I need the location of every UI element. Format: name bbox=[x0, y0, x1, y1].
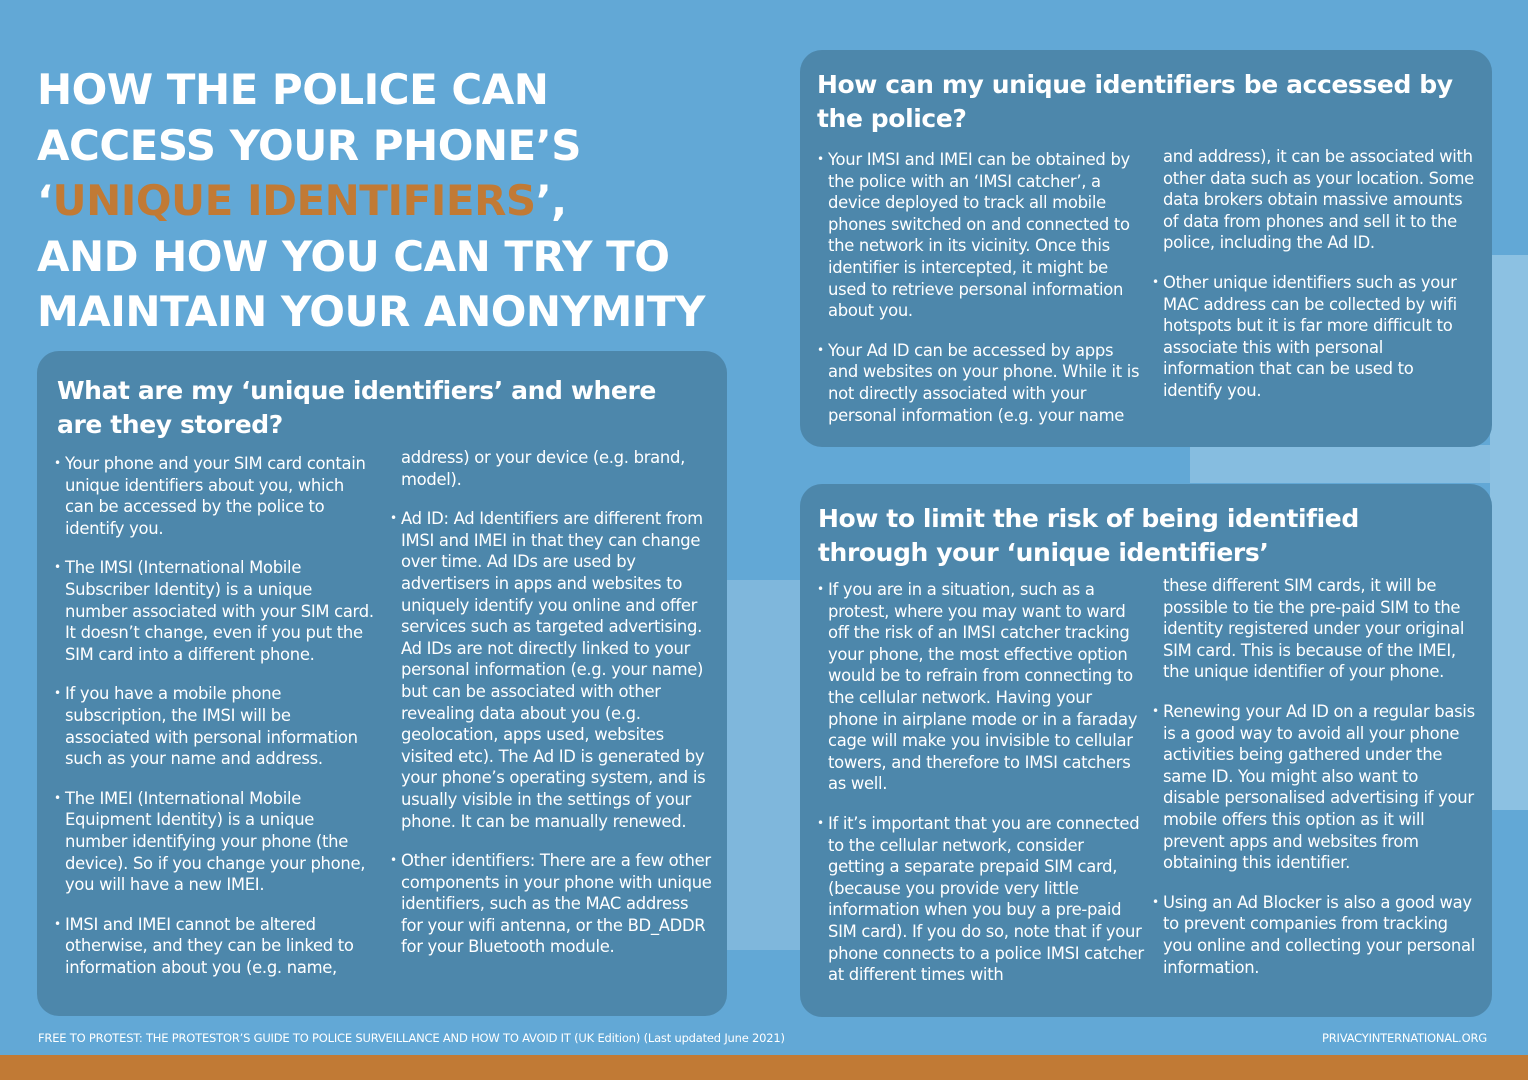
text-column bbox=[54, 453, 376, 978]
continued-text: address) or your device (e.g. brand, model). bbox=[401, 448, 685, 489]
bullet-item: • Renewing your Ad ID on a regular basis is a good way to avoid all your phone activities being gathered under the same ID. You might also want to disable personalised advertising if your mobile offers this option as it will prevent apps and websites from obtaining this identifier. bbox=[1152, 701, 1477, 874]
bullet-item: • IMSI and IMEI cannot be altered otherwise, and they can be linked to information about you (e.g. name, bbox=[54, 914, 376, 979]
page-title bbox=[37, 62, 737, 340]
title-line: MAINTAIN YOUR ANONYMITY bbox=[37, 287, 705, 336]
bullet-item: • The IMEI (International Mobile Equipment Identity) is a unique number identifying your phone (the device). So if you change your phone, you will have a new IMEI. bbox=[54, 788, 376, 896]
text-column bbox=[817, 149, 1144, 426]
continued-text: these different SIM cards, it will be possible to tie the pre-paid SIM to the identity registered under your original SIM card. This is because of the IMEI, the unique identifier of your phone. bbox=[1163, 576, 1465, 682]
text-column bbox=[817, 579, 1144, 986]
bullet-item: • Other unique identifiers such as your MAC address can be collected by wifi hotspots but it is far more difficult to associate this with personal information that can be used to identify you. bbox=[1152, 272, 1477, 402]
text-column bbox=[390, 447, 714, 958]
title-line: ACCESS YOUR PHONE’S bbox=[37, 120, 581, 170]
bullet-item: • Your phone and your SIM card contain unique identifiers about you, which can be accessed by the police to identify you. bbox=[54, 453, 376, 539]
bullet-item: • Your IMSI and IMEI can be obtained by the police with an ‘IMSI catcher’, a device deployed to track all mobile phones switched on and connected to the network in its vicinity. Once this identifier is intercepted, it might be used to retrieve personal information about you. bbox=[817, 149, 1144, 322]
bullet-item: • Your Ad ID can be accessed by apps and websites on your phone. While it is not directly associated with your personal information (e.g. your name bbox=[817, 340, 1144, 426]
title-line bbox=[37, 173, 737, 229]
panel-heading: How can my unique identifiers be accessed by the police? bbox=[817, 70, 1453, 133]
bullet-item: • If you have a mobile phone subscription, the IMSI will be associated with personal information such as your name and address. bbox=[54, 683, 376, 769]
panel-heading: What are my ‘unique identifiers’ and where are they stored? bbox=[57, 376, 656, 439]
decorative-block bbox=[725, 580, 805, 950]
footer-citation: FREE TO PROTEST: THE PROTESTOR’S GUIDE TO POLICE SURVEILLANCE AND HOW TO AVOID IT (UK Edition) (Last updated June 2021) bbox=[38, 1031, 785, 1045]
title-line: AND HOW YOU CAN TRY TO bbox=[37, 231, 670, 281]
bullet-item: • Other identifiers: There are a few other components in your phone with unique identifiers, such as the MAC address for your wifi antenna, or the BD_ADDR for your Bluetooth module. bbox=[390, 850, 714, 958]
decorative-block bbox=[1190, 445, 1528, 483]
bullet-item: • Ad ID: Ad Identifiers are different from IMSI and IMEI in that they can change over time. Ad IDs are used by advertisers in apps and websites to uniquely identify you online and offer services such as targeted advertising. Ad IDs are not directly linked to your personal information (e.g. your name) but can be associated with other revealing data about you (e.g. geolocation, apps used, websites visited etc). The Ad ID is generated by your phone’s operating system, and is usually visible in the settings of your phone. It can be manually renewed. bbox=[390, 508, 714, 832]
title-quote-open: ‘ bbox=[37, 176, 53, 225]
title-quote-close: ’, bbox=[535, 176, 567, 225]
text-column bbox=[1152, 575, 1477, 978]
panel-limit-risk bbox=[800, 484, 1492, 1017]
bullet-item: • If it’s important that you are connected to the cellular network, consider getting a separate prepaid SIM card, (because you provide very little information when you buy a pre-paid SIM card). If you do so, note that if your phone connects to a police IMSI catcher at different times with bbox=[817, 813, 1144, 986]
title-line: HOW THE POLICE CAN bbox=[37, 65, 549, 114]
footer-website-link[interactable]: PRIVACYINTERNATIONAL.ORG bbox=[1322, 1031, 1487, 1045]
bottom-accent-bar bbox=[0, 1055, 1528, 1080]
continued-text: and address), it can be associated with other data such as your location. Some data brokers obtain massive amounts of data from phones and sell it to the police, including the Ad ID. bbox=[1163, 147, 1474, 253]
panel-what-are-identifiers bbox=[37, 351, 727, 1016]
text-column bbox=[1152, 146, 1477, 402]
bullet-item: • If you are in a situation, such as a protest, where you may want to ward off the risk of an IMSI catcher tracking your phone, the most effective option would be to refrain from connecting to the cellular network. Having your phone in airplane mode or in a faraday cage will make you invisible to cellular towers, and therefore to IMSI catchers as well. bbox=[817, 579, 1144, 795]
bullet-item: • Using an Ad Blocker is also a good way to prevent companies from tracking you online and collecting your personal information. bbox=[1152, 892, 1477, 978]
title-accent: UNIQUE IDENTIFIERS bbox=[52, 176, 536, 225]
panel-heading: How to limit the risk of being identified through your ‘unique identifiers’ bbox=[818, 504, 1359, 567]
bullet-item: • The IMSI (International Mobile Subscriber Identity) is a unique number associated with your SIM card. It doesn’t change, even if you put the SIM card into a different phone. bbox=[54, 557, 376, 665]
decorative-block bbox=[1490, 255, 1528, 810]
panel-how-accessed bbox=[800, 50, 1492, 447]
